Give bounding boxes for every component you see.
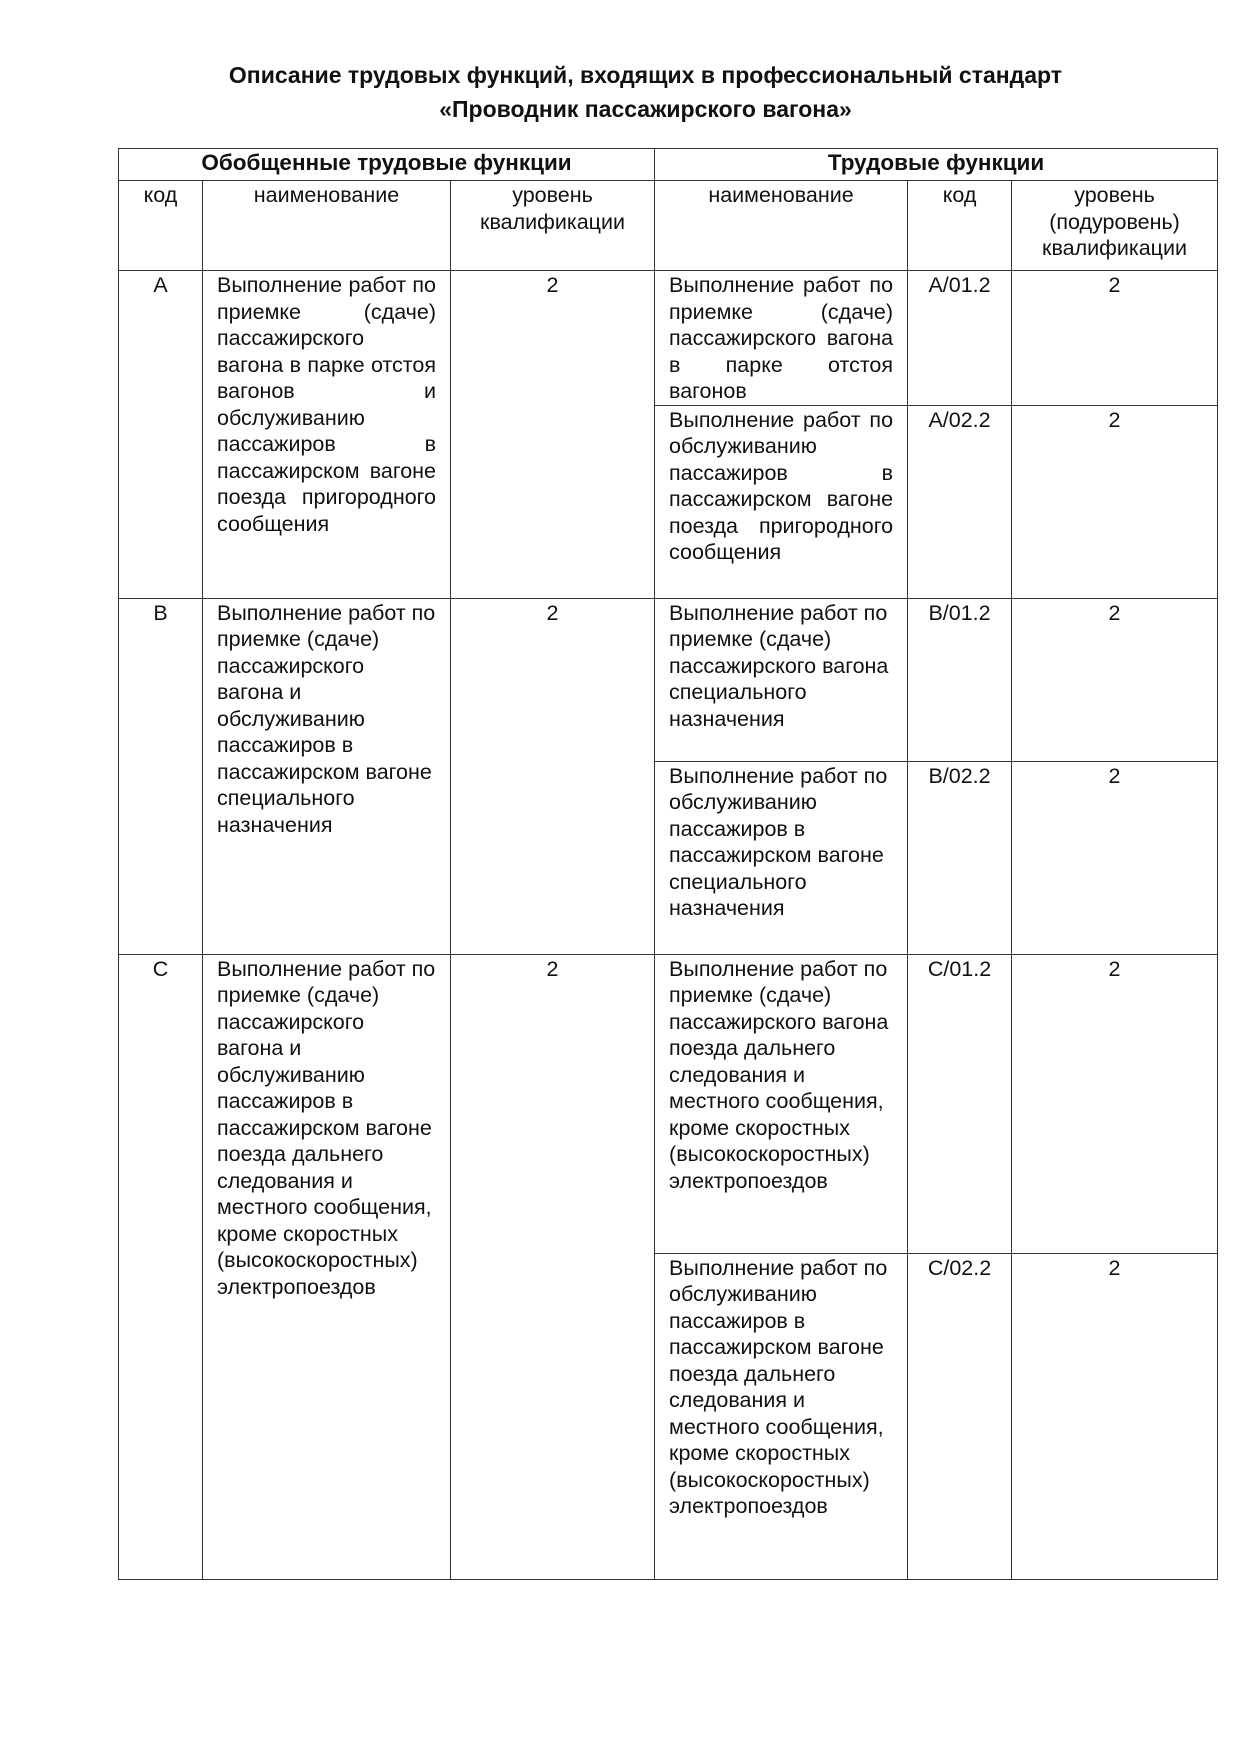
generalized-code: B (119, 598, 203, 954)
function-name: Выполнение работ по приемке (сдаче) пассажирского вагона специального назначения (655, 598, 908, 761)
function-code: B/01.2 (908, 598, 1012, 761)
function-name: Выполнение работ по обслуживанию пассажиров в пассажирском вагоне поезда пригородного сообщения (655, 405, 908, 598)
function-name: Выполнение работ по обслуживанию пассажиров в пассажирском вагоне поезда дальнего следования и местного сообщения, кроме скоростных (высокоскоростных) электропоездов (655, 1253, 908, 1579)
function-code: C/02.2 (908, 1253, 1012, 1579)
function-level: 2 (1012, 405, 1218, 598)
function-name: Выполнение работ по приемке (сдаче) пассажирского вагона в парке отстоя вагонов (655, 271, 908, 406)
function-level: 2 (1012, 271, 1218, 406)
functions-table (118, 148, 1218, 1580)
generalized-name: Выполнение работ по приемке (сдаче) пассажирского вагона в парке отстоя вагонов и обслуживанию пассажиров в пассажирском вагоне поезда пригородного сообщения (203, 271, 451, 599)
function-code: B/02.2 (908, 761, 1012, 954)
generalized-level: 2 (451, 954, 655, 1579)
document-title (0, 58, 1241, 126)
header-level: уровень квалификации (451, 181, 655, 271)
header-code: код (119, 181, 203, 271)
header-functions: Трудовые функции (655, 149, 1218, 181)
header-name: наименование (203, 181, 451, 271)
generalized-name: Выполнение работ по приемке (сдаче) пассажирского вагона и обслуживанию пассажиров в пассажирском вагоне специального назначения (203, 598, 451, 954)
function-code: C/01.2 (908, 954, 1012, 1253)
table-row (119, 954, 1218, 1253)
function-level: 2 (1012, 1253, 1218, 1579)
function-level: 2 (1012, 598, 1218, 761)
generalized-level: 2 (451, 598, 655, 954)
function-name: Выполнение работ по обслуживанию пассажиров в пассажирском вагоне специального назначения (655, 761, 908, 954)
function-code: A/02.2 (908, 405, 1012, 598)
table-row (119, 598, 1218, 761)
generalized-code: A (119, 271, 203, 599)
function-code: A/01.2 (908, 271, 1012, 406)
title-line-2: «Проводник пассажирского вагона» (439, 96, 852, 122)
header-generalized: Обобщенные трудовые функции (119, 149, 655, 181)
function-level: 2 (1012, 954, 1218, 1253)
header-sublevel: уровень (подуровень) квалификации (1012, 181, 1218, 271)
generalized-code: C (119, 954, 203, 1579)
header-name2: наименование (655, 181, 908, 271)
table-row (119, 271, 1218, 406)
generalized-level: 2 (451, 271, 655, 599)
title-line-1: Описание трудовых функций, входящих в профессиональный стандарт (228, 62, 1063, 88)
function-level: 2 (1012, 761, 1218, 954)
header-code2: код (908, 181, 1012, 271)
generalized-name: Выполнение работ по приемке (сдаче) пассажирского вагона и обслуживанию пассажиров в пассажирском вагоне поезда дальнего следования и местного сообщения, кроме скоростных (высокоскоростных) электропоездов (203, 954, 451, 1579)
function-name: Выполнение работ по приемке (сдаче) пассажирского вагона поезда дальнего следования и местного сообщения, кроме скоростных (высокоскоростных) электропоездов (655, 954, 908, 1253)
